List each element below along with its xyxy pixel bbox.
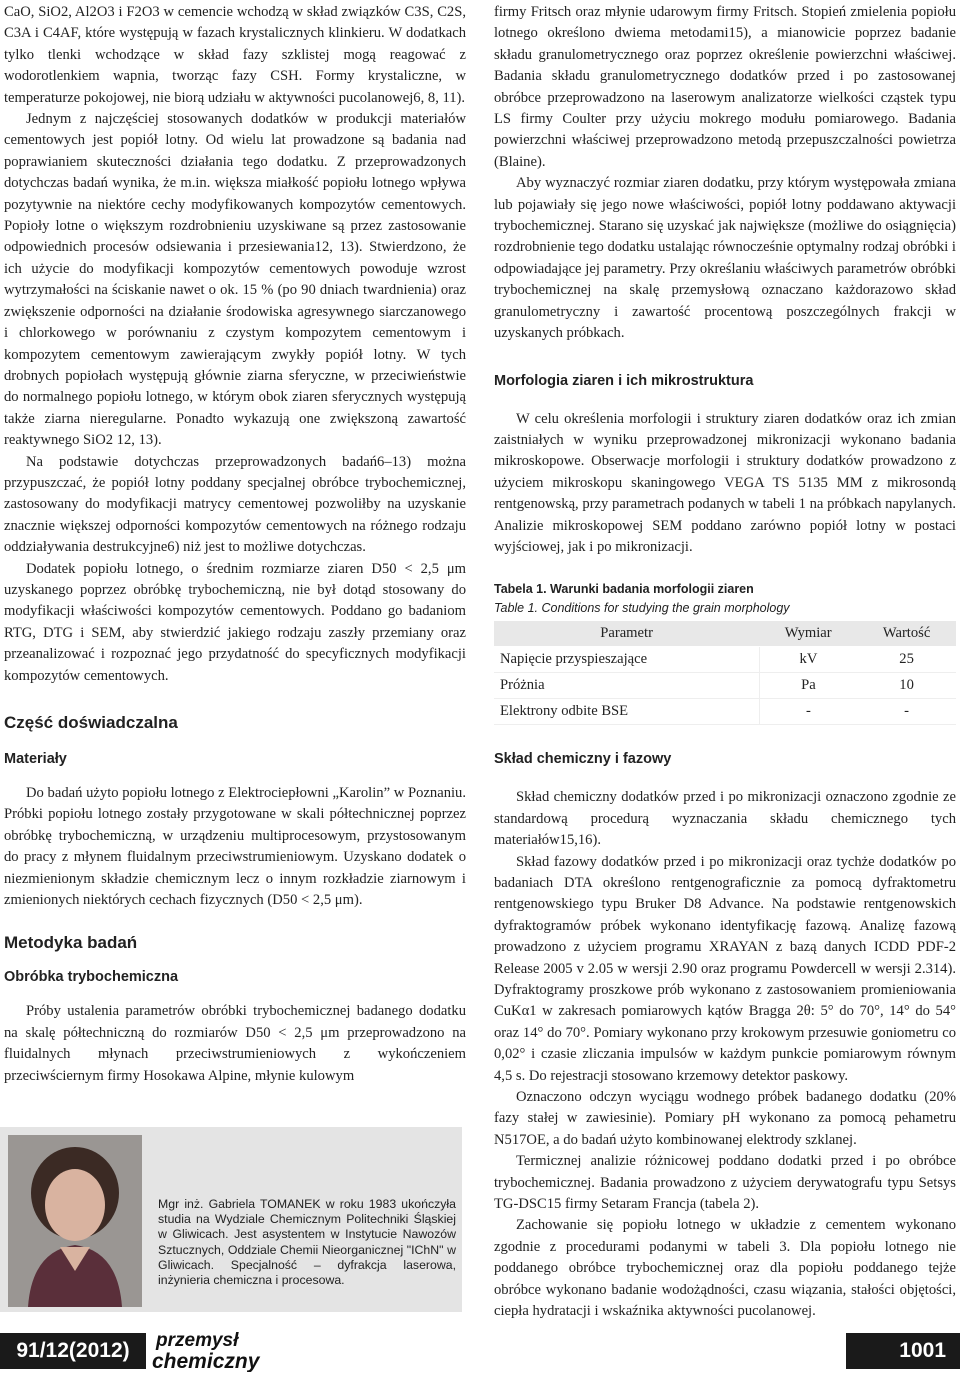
table-cell: Pa bbox=[759, 673, 857, 699]
issue-number: 91/12(2012) bbox=[0, 1333, 146, 1369]
paragraph: CaO, SiO2, Al2O3 i F2O3 w cemencie wchodzą w skład związków C3S, C2S, C3A i C4AF, które występują w fazach krystalicznych klinkieru. W dodatkach tylko tlenki wchodzące w skład fazy szklistej mogą reagować z wodorotlenkiem wapnia, tworząc fazy CSH. Formy krystaliczne, w temperaturze pokojowej, nie biorą udziału w aktywności pucolanowej6, 8, 11). bbox=[4, 4, 466, 106]
paragraph: Skład chemiczny dodatków przed i po mikronizacji oznaczono zgodnie ze standardową procedurą wyznaczania składu chemicznego tych materiałów15,16). bbox=[494, 789, 956, 849]
table-cell: - bbox=[759, 699, 857, 725]
journal-logo bbox=[152, 1328, 262, 1372]
logo-line2: chemiczny bbox=[152, 1350, 260, 1372]
right-column bbox=[494, 0, 956, 1323]
logo-line1: przemysł bbox=[156, 1330, 239, 1351]
table-row bbox=[494, 647, 956, 673]
table-header: Parametr bbox=[494, 621, 759, 647]
table-cell: 25 bbox=[857, 647, 956, 673]
section-heading: Metodyka badań bbox=[4, 933, 138, 953]
table-header: Wymiar bbox=[759, 621, 857, 647]
conditions-table bbox=[494, 621, 956, 725]
table-row bbox=[494, 699, 956, 725]
subsection-heading: Materiały bbox=[4, 751, 67, 767]
left-column bbox=[4, 0, 466, 1087]
subsection-heading: Obróbka trybochemiczna bbox=[4, 969, 179, 986]
table-caption-english: Table 1. Conditions for studying the grain morphology bbox=[494, 601, 790, 616]
author-photo bbox=[8, 1135, 142, 1307]
paragraph: Aby wyznaczyć rozmiar ziaren dodatku, przy którym występowała zmiana lub pojawiały się jego nowe właściwości, popiół lotny poddawano aktywacji trybochemicznej. Starano się uzyskać jak największe (możliwe do osiągnięcia) rozdrobnienie tego dodatku ustalając równocześnie optymalny rodzaj obróbki i odpowiadające jej parametry. Przy określaniu właściwych parametrów obróbki trybochemicznej na skalę przemysłową oznaczano każdorazowo skład granulometryczny i zawartość procentową poszczególnych frakcji w uzyskanych próbkach. bbox=[494, 175, 956, 342]
table-cell: Napięcie przyspieszające bbox=[494, 647, 759, 673]
paragraph: Termicznej analizie różnicowej poddano dodatki przed i po obróbce trybochemicznej. Badania prowadzono z użyciem derywatografu typu Setsys TG-DSC15 firmy Setaram Francja (tabela 2). bbox=[494, 1153, 956, 1213]
table-caption: Tabela 1. Warunki badania morfologii ziaren bbox=[494, 582, 754, 597]
subsection-heading: Skład chemiczny i fazowy bbox=[494, 751, 672, 768]
paragraph: Na podstawie dotychczas przeprowadzonych badań6–13) można przypuszczać, że popiół lotny poddany specjalnej obróbce trybochemicznej, zastosowany do modyfikacji matrycy cementowej pozwoliłby na uzyskanie znacznie większej odporności kompozytów cementowych na różnego rodzaju oddziaływania destrukcyjne6) niż jest to możliwe dotychczas. bbox=[4, 453, 466, 556]
paragraph: Skład fazowy dodatków przed i po mikronizacji oraz tychże dodatków po badaniach DTA określono rentgenograficznie za pomocą dyfraktometru rentgenowskiego typu Bruker D8 Advance. Na podstawie rentgenowskich dyfraktogramów próbek wykonano identyfikację fazową. Analizę fazową prowadzono z użyciem programu XRAYAN z bazą danych ICDD PDF-2 Release 2005 v 2.05 w wersji 2.90 oraz programu Powdercell w wersji 2.314). Dyfraktogramy proszkowe prób wykonano z zastosowaniem promieniowania CuKα1 w zakresach pomiarowych kątów Bragga 2θ: 5° do 70°, 14° do 54° oraz 14° do 70°. Pomiary wykonano przy krokowym przesuwie goniometru co 0,02° i czasie zliczania impulsów w każdym punkcie pomiarowym równym 4,5 s. Do rejestracji stosowano krzemowy detektor paskowy. bbox=[494, 853, 956, 1084]
paragraph: Dodatek popiołu lotnego, o średnim rozmiarze ziaren D50 < 2,5 μm uzyskanego poprzez obróbkę trybochemiczną, nie był dotąd stosowany do modyfikacji właściwości kompozytów cementowych. Poddano go badaniom RTG, DTG i SEM, aby stwierdzić jakiego rodzaju zaszły przemiany oraz przeanalizować i rozpoznać jego przydatność do specyficznych modyfikacji kompozytów cementowych. bbox=[4, 560, 466, 684]
paragraph: Oznaczono odczyn wyciągu wodnego próbek badanego dodatku (20% fazy stałej w zawiesinie). Pomiary pH wykonano za pomocą pehametru N517OE, a do badań użyto kombinowanej elektrody szklanej. bbox=[494, 1089, 956, 1148]
paragraph: Zachowanie się popiołu lotnego w układzie z cementem wykonano zgodnie z procedurami podanymi w tabeli 3. Dla popiołu lotnego nie poddanego obróbce trybochemicznej oraz dla popiołu poddanego tejże obróbce wykonano badanie wodożądności, czasu wiązania, stałości objętości, ciepła hydratacji i wskaźnika aktywności pucolanowej. bbox=[494, 1217, 956, 1320]
paragraph: Jednym z najczęściej stosowanych dodatków w produkcji materiałów cementowych jest popiół lotny. Od wielu lat prowadzone są badania nad poprawianiem skuteczności działania tego dodatku. Z przeprowadzonych dotychczas badań wynika, że m.in. większa miałkość popiołu lotnego wpływa pozytywnie na niektóre cechy modyfikowanych kompozytów cementowych. Popioły lotne o większym rozdrobnieniu uzyskiwane są przez zastosowanie odpowiednich procesów odsiewania i przesiewania12, 13). Stwierdzono, że ich użycie do modyfikacji kompozytów cementowych powoduje wzrost wytrzymałości na ściskanie nawet o ok. 15 % (po 90 dniach twardnienia) oraz zwiększenie odporności na działanie środowiska agresywnego siarczanowego i chlorkowego w porównaniu z czystym kompozytem cementowym i kompozytem cementowym zawierającym zwykły popiół lotny. W tych drobnych popiołach występują głównie ziarna sferyczne, w przeciwieństwie do normalnego popiołu lotnego, w którym obok ziaren sferycznych występują także ziarna nieregularne. Ponadto wykazują one zwiększoną zawartość reaktywnego SiO2 12, 13). bbox=[4, 111, 466, 449]
table-header-row bbox=[494, 621, 956, 647]
paragraph: W celu określenia morfologii i struktury ziaren dodatków oraz ich zmian zaistniałych w wyniku przeprowadzonej mikronizacji wykonano badania mikroskopowe. Obserwacje morfologii i struktury dodatków prowadzono z użyciem mikroskopu skaningowego VEGA TS 5135 MM z mikrosondą rentgenowską, przy parametrach podanych w tabeli 1 na próbkach napylanych. Analizie mikroskopowej SEM poddano zarówno popiół lotny w postaci wyjściowej, jak i po mikronizacji. bbox=[494, 410, 956, 555]
table-cell: Elektrony odbite BSE bbox=[494, 699, 759, 725]
subsection-heading: Morfologia ziaren i ich mikrostruktura bbox=[494, 372, 754, 389]
table-cell: - bbox=[857, 699, 956, 725]
author-box bbox=[0, 1127, 462, 1312]
table-cell: 10 bbox=[857, 673, 956, 699]
section-heading: Część doświadczalna bbox=[4, 713, 178, 732]
table-cell: Próżnia bbox=[494, 673, 759, 699]
paragraph: Do badań użyto popiołu lotnego z Elektrociepłowni „Karolin” w Poznaniu. Próbki popiołu lotnego zostały przygotowane w skali półtechnicznej poprzez obróbkę trybochemiczną, w urządzeniu multiprocesowym, przystosowanym do pracy z młynem fluidalnym przeciwstrumieniowym. Uzyskano dodatek o niezmienionym składzie chemicznym lecz o innym rozkładzie ziarnowym i zmienionych niektórych cechach fizycznych (D50 < 2,5 μm). bbox=[4, 785, 466, 909]
author-bio: Mgr inż. Gabriela TOMANEK w roku 1983 ukończyła studia na Wydziale Chemicznym Politechniki Śląskiej w Gliwicach. Jest asystentem w Instytucie Nawozów Sztucznych, Oddziale Chemii Nieorganicznej "IChN" w Gliwicach. Specjalność – dyfrakcja laserowa, inżynieria chemiczna i procesowa. bbox=[158, 1197, 456, 1288]
table-cell: kV bbox=[759, 647, 857, 673]
table-row bbox=[494, 673, 956, 699]
table-header: Wartość bbox=[857, 621, 956, 647]
page-number: 1001 bbox=[846, 1333, 960, 1369]
paragraph: firmy Fritsch oraz młynie udarowym firmy Fritsch. Stopień zmielenia popiołu lotnego określono dwiema metodami15), a mianowicie poprzez badanie składu granulometrycznego oraz poprzez określenie powierzchni właściwej. Badania składu granulometrycznego dodatków przed i po zastosowanej obróbce przeprowadzono na laserowym analizatorze wielkości cząstek typu LS firmy Coulter przy użyciu mokrego modułu pomiarowego. Badania powierzchni właściwej przeprowadzono metodą przepuszczalności powietrza (Blaine). bbox=[494, 4, 956, 170]
paragraph: Próby ustalenia parametrów obróbki trybochemicznej badanego dodatku na skalę półtechniczną do rozmiarów D50 < 2,5 μm przeprowadzono na fluidalnych młynach przeciwstrumieniowych z wykończeniem przeciwściernym firmy Hosokawa Alpine, młynie kulowym bbox=[4, 1003, 466, 1084]
